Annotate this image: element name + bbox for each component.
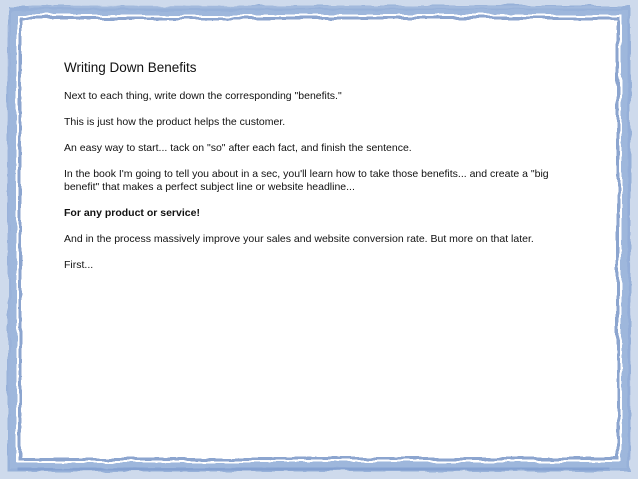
slide-content <box>64 60 584 285</box>
paragraph-5-emphasis: For any product or service! <box>64 207 200 219</box>
paragraph-3: An easy way to start... tack on "so" after each fact, and finish the sentence. <box>64 142 412 154</box>
paragraph-1: Next to each thing, write down the corresponding "benefits." <box>64 90 342 102</box>
paragraph-6: And in the process massively improve your sales and website conversion rate. But more on that later. <box>64 233 534 245</box>
paragraph-2: This is just how the product helps the customer. <box>64 116 286 128</box>
slide-title: Writing Down Benefits <box>64 60 197 75</box>
paragraph-4: In the book I'm going to tell you about in a sec, you'll learn how to take those benefits... and create a "big benefit" that makes a perfect subject line or website headline... <box>64 168 549 193</box>
paragraph-7: First... <box>64 259 94 271</box>
